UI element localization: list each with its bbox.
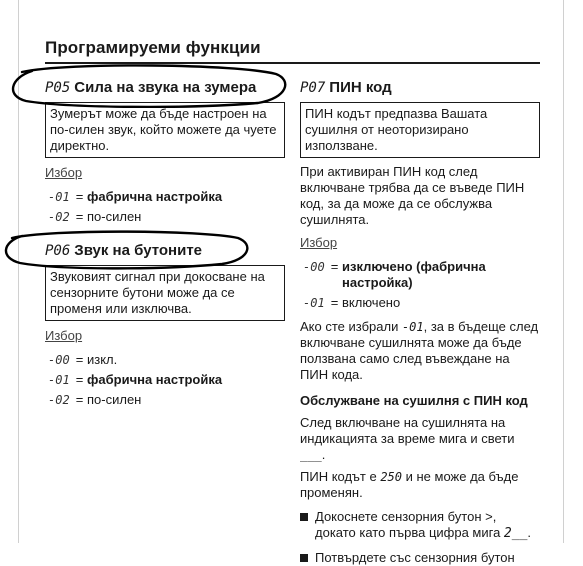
text-run: Ако сте избрали [300, 319, 402, 334]
option-code: -00 [303, 260, 325, 274]
option-code: -01 [303, 296, 325, 310]
p06-option-list [45, 350, 285, 410]
p06-choice-label: Избор [45, 328, 83, 343]
bullet-square-icon [300, 513, 308, 521]
p07-title: ПИН код [329, 79, 392, 96]
option-code: -00 [48, 353, 70, 367]
display-code: 250 [380, 470, 402, 484]
p05-choice-label: Избор [45, 165, 83, 180]
option-row [300, 257, 540, 293]
p07-description: ПИН кодът предпазва Вашата сушилня от неоторизирано използване. [300, 102, 540, 158]
text-run: Докоснете сензорния бутон >, докато като първа цифра мига [315, 509, 504, 540]
option-code: -02 [48, 393, 70, 407]
option-code: -01 [48, 190, 70, 204]
section-p07 [300, 78, 540, 566]
page-title: Програмируеми функции [45, 38, 261, 57]
p07-activation-text: При активиран ПИН код след включване трябва да се въведе ПИН код, за да може да се обслужва сушилнята. [300, 164, 525, 227]
page-edge-left [18, 0, 19, 543]
p06-title: Звук на бутоните [74, 242, 203, 259]
p07-operation-heading: Обслужване на сушилня с ПИН код [300, 393, 528, 408]
p07-blink-note [300, 415, 540, 463]
p07-selected-note [300, 319, 540, 383]
option-row [45, 390, 285, 410]
option-text: изключено (фабрична настройка) [342, 259, 486, 290]
bullet-square-icon [300, 554, 308, 562]
display-code: ___ [300, 448, 322, 462]
option-text: фабрична настройка [87, 189, 223, 204]
option-equals: = [75, 352, 84, 367]
p07-heading [300, 78, 540, 98]
option-code: -02 [48, 210, 70, 224]
option-equals: = [75, 372, 84, 387]
p07-code: P07 [300, 80, 326, 96]
bullet-text [315, 509, 540, 542]
option-equals: = [75, 209, 84, 224]
p07-choice-label: Избор [300, 235, 338, 250]
text-run: , за в бъдеще след включване сушилнята може да бъде ползвана само след въвеждане на ПИН кода. [300, 319, 539, 382]
p07-pin-value-note [300, 469, 540, 501]
option-text: фабрична настройка [87, 372, 223, 387]
left-column [45, 70, 285, 410]
display-code: 2__ [503, 526, 528, 541]
option-row [45, 187, 285, 207]
option-text: включено [342, 295, 401, 310]
option-equals: = [75, 392, 84, 407]
option-text: изкл. [87, 352, 118, 367]
option-text: по-силен [87, 209, 142, 224]
text-run: и не може да бъде променян. [300, 469, 519, 500]
p07-option-list [300, 257, 540, 313]
p06-heading [45, 241, 285, 261]
p05-heading [45, 78, 285, 98]
display-code: -01 [401, 320, 424, 334]
text-run: . [321, 447, 326, 462]
option-text: по-силен [87, 392, 142, 407]
option-equals: = [330, 295, 339, 310]
section-p06 [45, 241, 285, 410]
p05-title: Сила на звука на зумера [74, 79, 257, 96]
text-run: ПИН кодът е [300, 469, 381, 484]
option-row [300, 293, 540, 313]
p06-code: P06 [45, 243, 71, 259]
instruction-bullet [300, 509, 540, 542]
p05-code: P05 [45, 80, 71, 96]
text-run: След включване на сушилнята на индикацията за време мига и свети [300, 415, 515, 446]
p05-description: Зумерът може да бъде настроен на по-силен звук, който можете да чуете директно. [45, 102, 285, 158]
bullet-text: Потвърдете със сензорния бутон [315, 550, 515, 565]
p06-description: Звуковият сигнал при докосване на сензорните бутони може да се променя или изключва. [45, 265, 285, 321]
p05-option-list [45, 187, 285, 227]
instruction-bullet [300, 550, 540, 566]
option-row [45, 370, 285, 390]
option-code: -01 [48, 373, 70, 387]
option-row [45, 350, 285, 370]
page-edge-right [563, 0, 564, 543]
text-run: . [527, 525, 532, 540]
section-p05 [45, 78, 285, 227]
option-equals: = [75, 189, 84, 204]
right-column [300, 70, 540, 566]
option-equals: = [330, 259, 339, 274]
title-rule [45, 62, 540, 64]
option-row [45, 207, 285, 227]
